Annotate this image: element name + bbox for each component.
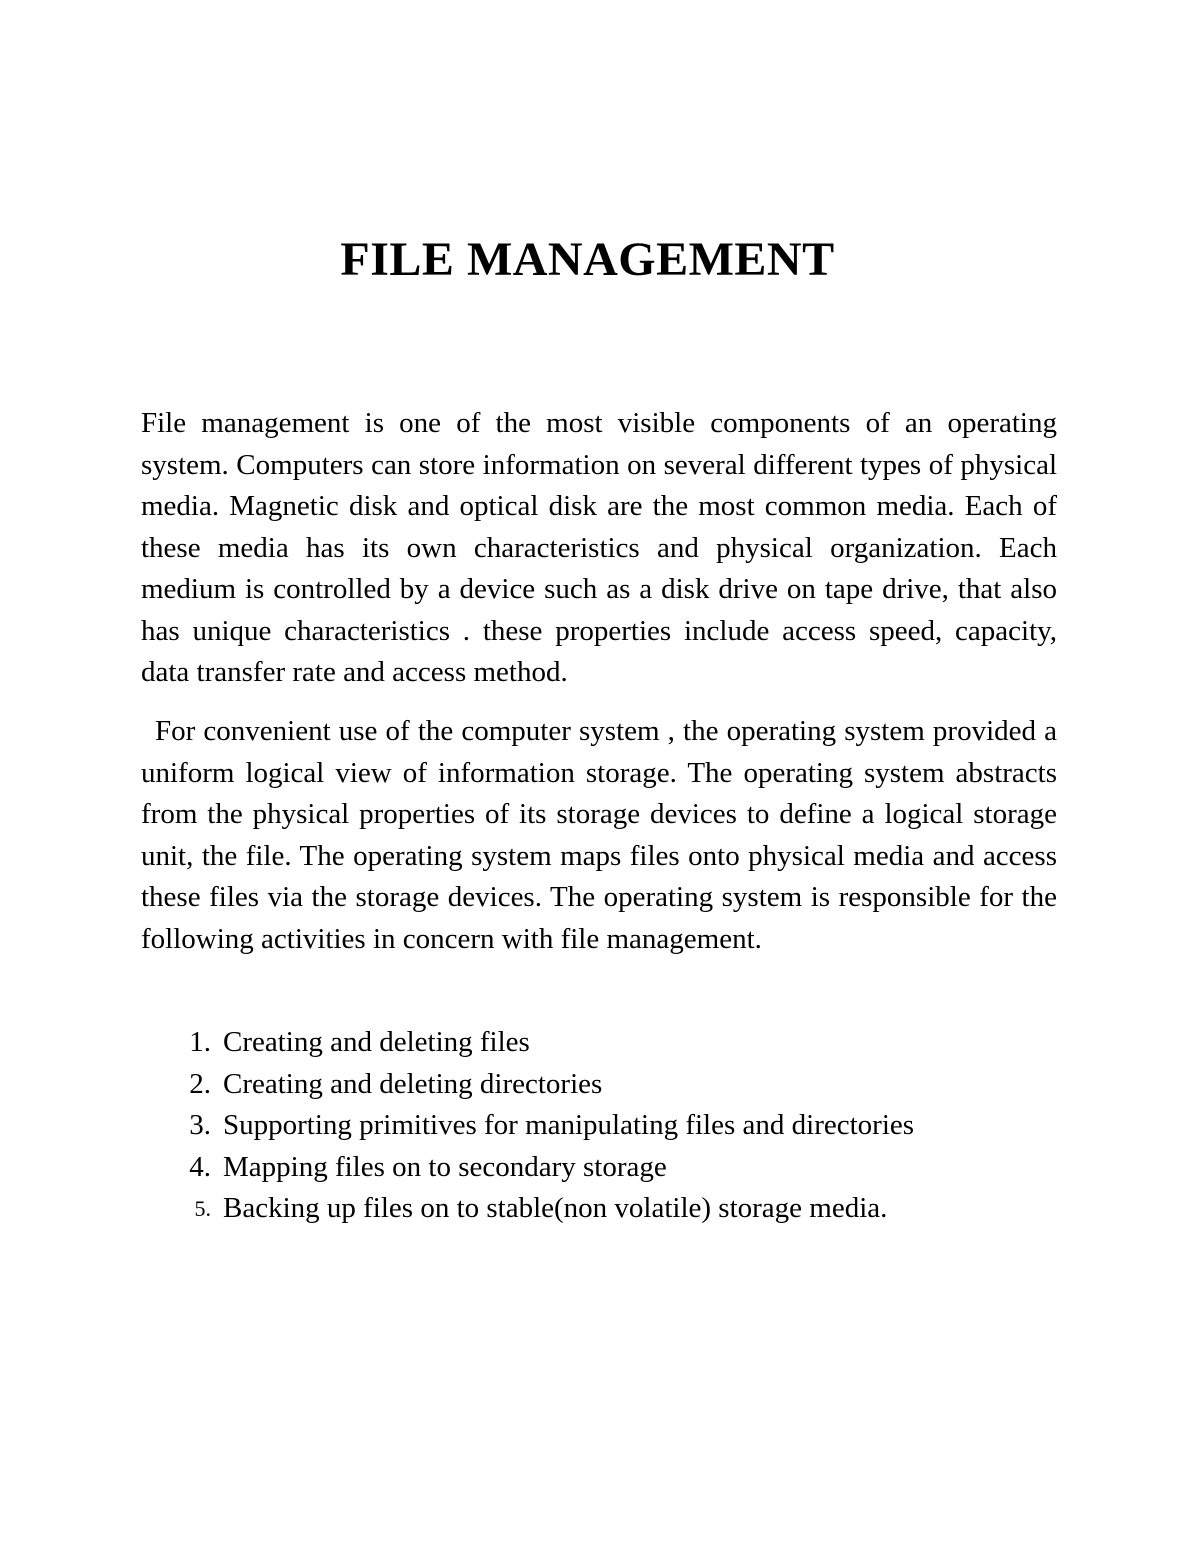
list-item-number: 2. <box>189 1067 211 1100</box>
list-item <box>141 1064 1041 1106</box>
list-item <box>141 1147 1041 1189</box>
list-item <box>141 1188 1041 1230</box>
page-title: FILE MANAGEMENT <box>340 233 835 286</box>
list-item-text: Creating and deleting directories <box>223 1067 603 1100</box>
list-item-number: 1. <box>189 1026 211 1058</box>
paragraph-1: File management is one of the most visible components of an operating system. Computers can store information on several different types of physical media. Magnetic disk and optical disk are the most common media. Each of these media has its own characteristics and physical organization. Each medium is controlled by a device such as a disk drive on tape drive, that also has unique characteristics . these properties include access speed, capacity, data transfer rate and access method. <box>141 407 1057 688</box>
activities-list <box>141 1022 1041 1230</box>
list-item-text: Creating and deleting files <box>223 1026 530 1058</box>
list-item-text: Backing up files on to stable(non volatile) storage media. <box>223 1192 888 1224</box>
list-item <box>141 1105 1041 1147</box>
list-item-number: 5. <box>194 1196 211 1221</box>
list-item <box>141 1022 1041 1064</box>
list-item-number: 3. <box>189 1109 211 1141</box>
list-item-number: 4. <box>189 1150 211 1183</box>
list-item-text: Mapping files on to secondary storage <box>223 1150 667 1183</box>
list-item-text: Supporting primitives for manipulating files and directories <box>223 1109 915 1141</box>
paragraph-2: For convenient use of the computer system , the operating system provided a uniform logical view of information storage. The operating system abstracts from the physical properties of its storage devices to define a logical storage unit, the file. The operating system maps files onto physical media and access these files via the storage devices. The operating system is responsible for the following activities in concern with file management. <box>141 715 1057 955</box>
